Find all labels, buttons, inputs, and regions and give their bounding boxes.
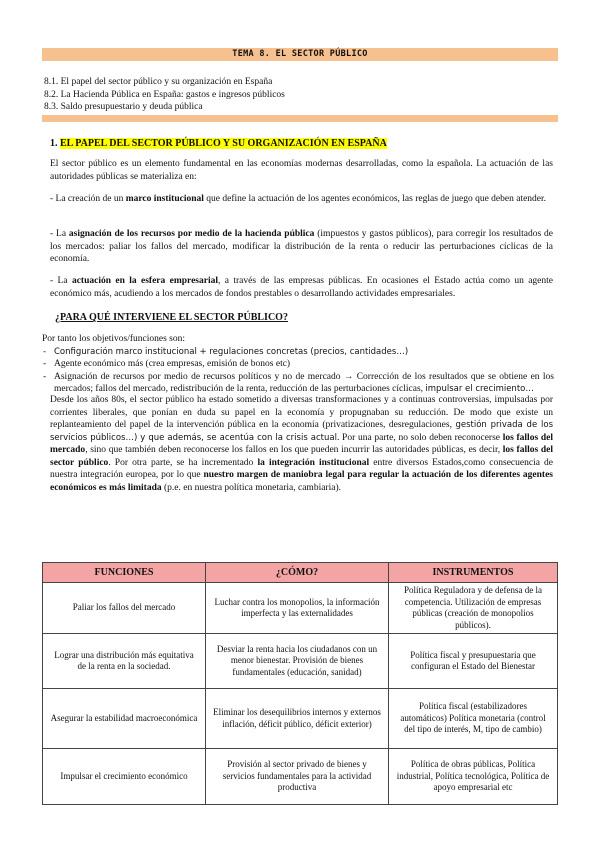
chapter-title-bar — [42, 48, 558, 61]
table-cell: Provisión al sector privado de bienes y servicios fundamentales para la actividad productiva — [206, 749, 389, 805]
section-title: EL PAPEL DEL SECTOR PÚBLICO Y SU ORGANIZACIÓN EN ESPAÑA — [60, 138, 387, 149]
table-cell: Política fiscal (estabilizadores automáticos) Política monetaria (control del tipo de interés, M, tipo de cambio) — [389, 689, 558, 749]
table-cell: Política de obras públicas, Política industrial, Política tecnológica, Política de apoyo empresarial etc — [389, 749, 558, 805]
section-2-heading: ¿PARA QUÉ INTERVIENE EL SECTOR PÚBLICO? — [55, 312, 288, 323]
table-header-como: ¿CÓMO? — [206, 563, 389, 583]
objective-item: - Agente económico más (crea empresas, emisión de bonos etc) — [42, 358, 554, 371]
functions-table — [42, 562, 558, 805]
table-cell: Desviar la renta hacia los ciudadanos con un menor bienestar. Provisión de bienes fundamentales (educación, sanidad) — [206, 634, 389, 689]
bullet-marco-institucional: - La creación de un marco institucional que define la actuación de los agentes económicos, las reglas de juego que deben atender. — [50, 194, 547, 204]
objectives-lead: Por tanto los objetivos/funciones son: — [42, 334, 186, 344]
table-row — [43, 689, 558, 749]
objectives-block — [42, 333, 554, 396]
intro-paragraph: El sector público es un elemento fundamental en las economías modernas desarrolladas, como la española. La actuación de las autoridades públicas se materializa en: — [50, 159, 553, 182]
chapter-title: TEMA 8. EL SECTOR PÚBLICO — [232, 49, 368, 59]
table-cell: Eliminar los desequilibrios internos y externos inflación, déficit público, déficit exterior) — [206, 689, 389, 749]
table-header-instrumentos: INSTRUMENTOS — [389, 563, 558, 583]
table-cell: Paliar los fallos del mercado — [43, 583, 206, 634]
section-divider — [42, 115, 558, 122]
objective-item: - Configuración marco institucional + regulaciones concretas (precios, cantidades…) — [42, 346, 554, 359]
section-1-heading — [50, 138, 387, 149]
table-of-contents — [44, 76, 285, 114]
table-cell: Impulsar el crecimiento económico — [43, 749, 206, 805]
table-cell: Política fiscal y presupuestaria que configuran el Estado del Bienestar — [389, 634, 558, 689]
table-cell: Asegurar la estabilidad macroeconómica — [43, 689, 206, 749]
table-row — [43, 749, 558, 805]
bullet-asignacion-recursos: - La asignación de los recursos por medio de la hacienda pública (impuestos y gastos públicos), para corregir los resultados de los mercados: paliar los fallos del mercado, modificar la distribución de la renta o reducir las perturbaciones cíclicas de la economía. — [50, 229, 554, 264]
table-cell: Lograr una distribución más equitativa de la renta en la sociedad. — [43, 634, 206, 689]
toc-item: 8.3. Saldo presupuestario y deuda pública — [44, 102, 203, 112]
table-header-row — [43, 563, 558, 583]
objective-item: - Asignación de recursos por medio de recursos políticos y no de mercado → Corrección de los resultados que se obtiene en los mercados; fallos del mercado, redistribución de la renta, reducción de las perturbaciones cíclicas, impulsar el crecimiento… — [42, 371, 554, 396]
table-header-funciones: FUNCIONES — [43, 563, 206, 583]
bullet-esfera-empresarial: - La actuación en la esfera empresarial, a través de las empresas públicas. En ocasiones el Estado actúa como un agente económico más, acudiendo a los mercados de fondos prestables o desarrollando actividades empresariales. — [50, 276, 554, 299]
table-row — [43, 634, 558, 689]
table-cell: Luchar contra los monopolios, la información imperfecta y las externalidades — [206, 583, 389, 634]
history-paragraph: Desde los años 80s, el sector público ha estado sometido a diversas transformaciones y a continuas controversias, impulsadas por corrientes liberales, que ponían en duda su papel en la economía y propugnaban su reducción. De modo que existe un replanteamiento del papel de la intervención pública en la economía (privatizaciones, desregulaciones, gestión privada de los servicios públicos…) y que además, se acentúa con la crisis actual. Por una parte, no solo deben reconocerse los fallos del mercado, sino que también deben reconocerse los fallos en los que pueden incurrir las autoridades públicas, es decir, los fallos del sector público. Por otra parte, se ha incrementado la integración institucional entre diversos Estados,como consecuencia de nuestra integración europea, por lo que nuestro margen de maniobra legal para regular la actuación de los diferentes agentes económicos es más limitada (p.e. en nuestra política monetaria, cambiaria). — [50, 395, 554, 493]
toc-item: 8.2. La Hacienda Pública en España: gastos e ingresos públicos — [44, 89, 285, 100]
table-cell: Política Reguladora y de defensa de la competencia. Utilización de empresas públicas (creación de monopolios públicos). — [389, 583, 558, 634]
toc-item: 8.1. El papel del sector público y su organización en España — [44, 77, 273, 87]
section-number: 1. — [50, 138, 58, 149]
table-row — [43, 583, 558, 634]
